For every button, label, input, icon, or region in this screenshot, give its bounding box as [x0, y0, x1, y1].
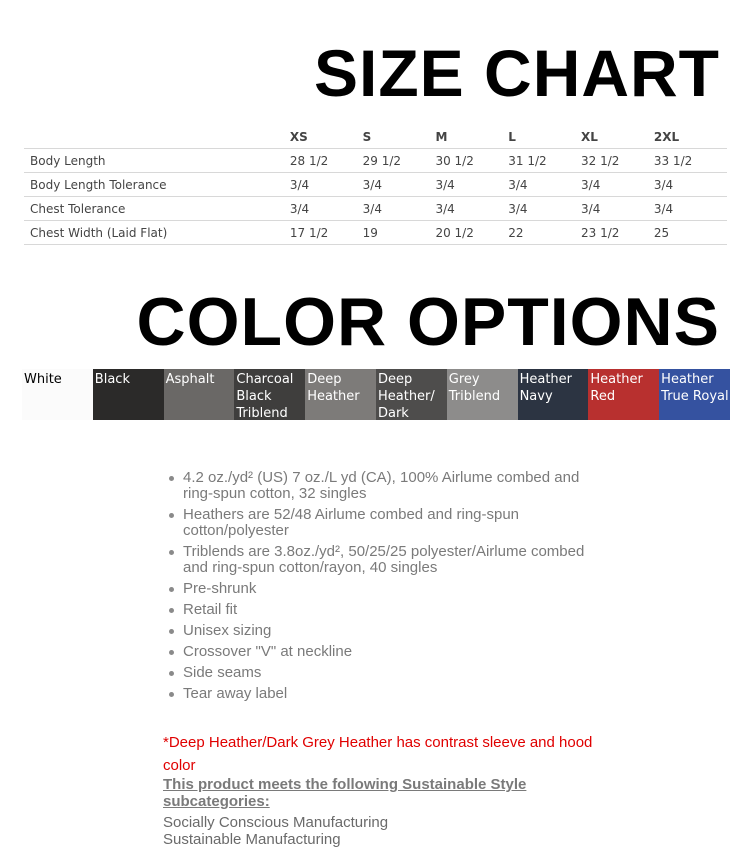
list-item: Triblends are 3.8oz./yd², 50/25/25 polyester/Airlume combed and ring-spun cotton/rayon, 40 singles	[183, 544, 613, 576]
table-cell: 17 1/2	[290, 221, 363, 245]
table-row	[24, 173, 727, 197]
table-cell: 3/4	[290, 173, 363, 197]
swatch-label: Deep Heather	[307, 372, 360, 404]
list-item: Sustainable Manufacturing	[163, 831, 341, 848]
size-header-row	[24, 118, 727, 149]
color-swatch-heather-navy[interactable]	[518, 369, 589, 420]
table-cell: 32 1/2	[581, 149, 654, 173]
list-item: Socially Conscious Manufacturing	[163, 814, 389, 831]
sustainable-style-list	[163, 814, 388, 848]
list-item: 4.2 oz./yd² (US) 7 oz./L yd (CA), 100% Airlume combed and ring-spun cotton, 32 singles	[183, 470, 613, 502]
list-item: Unisex sizing	[183, 623, 613, 639]
swatch-label: White	[24, 372, 62, 387]
size-col-xs: XS	[289, 130, 308, 144]
size-col-xl: XL	[581, 130, 598, 144]
swatch-label: Heather Navy	[519, 372, 572, 404]
row-label: Body Length	[24, 149, 290, 173]
table-cell: 3/4	[290, 197, 363, 221]
swatch-label: Deep Heather/ Dark	[377, 372, 435, 420]
list-item: Tear away label	[183, 686, 613, 702]
color-swatch-black[interactable]	[93, 369, 164, 420]
table-cell: 33 1/2	[654, 149, 727, 173]
table-cell: 3/4	[363, 173, 436, 197]
row-label: Chest Tolerance	[24, 197, 290, 221]
color-swatch-asphalt[interactable]	[164, 369, 235, 420]
size-col-s: S	[362, 130, 372, 144]
table-cell: 30 1/2	[435, 149, 508, 173]
table-cell: 3/4	[363, 197, 436, 221]
feature-list	[163, 470, 613, 707]
contrast-note: *Deep Heather/Dark Grey Heather has contrast sleeve and hood color	[163, 734, 593, 774]
swatch-label: Asphalt	[165, 372, 215, 387]
swatch-label: Grey Triblend	[448, 372, 501, 404]
sustainable-style-heading: This product meets the following Sustainable Style subcategories:	[163, 776, 527, 810]
table-cell: 3/4	[654, 173, 727, 197]
color-swatch-white[interactable]	[22, 369, 93, 420]
list-item: Pre-shrunk	[183, 581, 613, 597]
table-cell: 3/4	[581, 197, 654, 221]
table-cell: 23 1/2	[581, 221, 654, 245]
table-cell: 3/4	[654, 197, 727, 221]
color-swatch-heather-true-royal[interactable]	[659, 369, 730, 420]
size-chart-title: SIZE CHART	[314, 36, 720, 110]
color-swatch-deep-heather[interactable]	[305, 369, 376, 420]
swatch-label: Heather True Royal	[661, 372, 729, 404]
table-cell: 3/4	[435, 197, 508, 221]
color-options-title: COLOR OPTIONS	[136, 284, 720, 360]
table-cell: 28 1/2	[290, 149, 363, 173]
table-cell: 22	[508, 221, 581, 245]
list-item: Crossover "V" at neckline	[183, 644, 613, 660]
table-cell: 31 1/2	[508, 149, 581, 173]
size-chart-table	[24, 118, 727, 245]
table-cell: 19	[363, 221, 436, 245]
list-item: Heathers are 52/48 Airlume combed and ring-spun cotton/polyester	[183, 507, 613, 539]
color-swatch-deep-heather-dark[interactable]	[376, 369, 447, 420]
table-cell: 3/4	[508, 197, 581, 221]
table-cell: 29 1/2	[363, 149, 436, 173]
swatch-label: Black	[94, 372, 130, 387]
color-swatch-charcoal-black-triblend[interactable]	[234, 369, 305, 420]
swatch-label: Charcoal Black Triblend	[236, 372, 294, 420]
table-row	[24, 197, 727, 221]
color-swatch-grey-triblend[interactable]	[447, 369, 518, 420]
table-cell: 20 1/2	[435, 221, 508, 245]
size-col-l: L	[508, 130, 516, 144]
swatch-label: Heather Red	[590, 372, 643, 404]
size-col-m: M	[435, 130, 448, 144]
list-item: Retail fit	[183, 602, 613, 618]
size-header-empty	[24, 118, 290, 149]
row-label: Body Length Tolerance	[24, 173, 290, 197]
size-col-2xl: 2XL	[653, 130, 680, 144]
row-label: Chest Width (Laid Flat)	[24, 221, 290, 245]
table-cell: 3/4	[508, 173, 581, 197]
table-cell: 3/4	[435, 173, 508, 197]
table-row	[24, 221, 727, 245]
table-cell: 3/4	[581, 173, 654, 197]
color-swatch-row	[22, 369, 730, 420]
table-cell: 25	[654, 221, 727, 245]
table-row	[24, 149, 727, 173]
list-item: Side seams	[183, 665, 613, 681]
color-swatch-heather-red[interactable]	[588, 369, 659, 420]
